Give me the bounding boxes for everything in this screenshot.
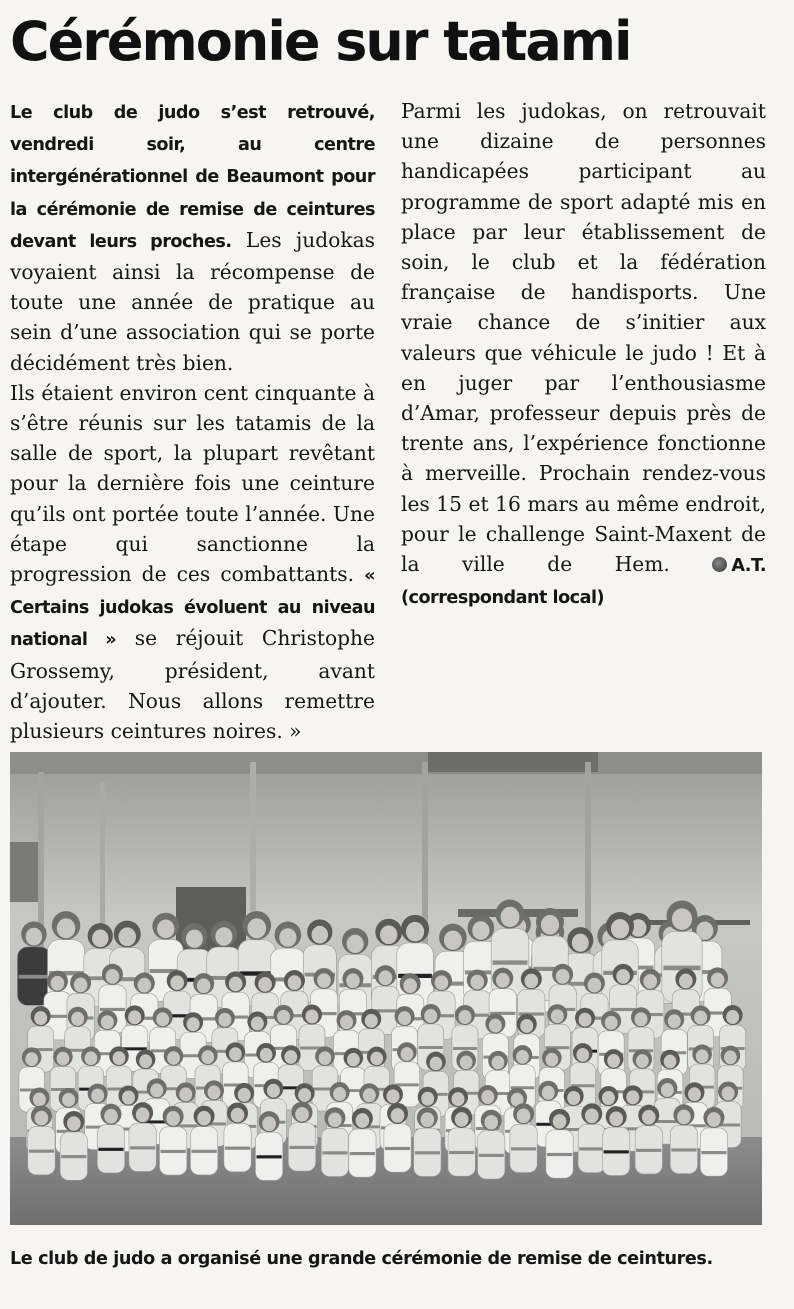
judoka-figure [635, 1105, 662, 1174]
judoka-figure [159, 1106, 186, 1175]
judoka-figure [578, 1103, 605, 1172]
paragraph-2-text: Ils étaient environ cent cinquante à s’être réunis sur les tatamis de la salle de sport, la plupart revêtant pour la dernière fois une ceinture qu’ils ont portée toute l’année. Une étape qui sanctionne la progression de ces combattants. [10, 380, 375, 587]
paragraph-2 [10, 378, 375, 746]
group-photo-image [10, 752, 762, 1225]
judoka-figure [478, 1110, 505, 1179]
photo-caption: Le club de judo a organisé une grande cérémonie de remise de ceintures. [10, 1249, 713, 1269]
judoka-figure [349, 1108, 376, 1177]
president-quote: « Certains judokas évoluent au niveau national » [10, 566, 375, 651]
article-column-left [10, 96, 375, 746]
article-body [10, 96, 766, 746]
judoka-figure [97, 1104, 124, 1173]
paragraph-3-text: Parmi les judokas, on retrouvait une dizaine de personnes handicapées participant au programme de sport adapté mis en place par leur établissement de soin, le club et la fédération française de handisports. Une vraie chance de s’initier aux valeurs que véhicule le judo ! Et à en juger par l’enthousiasme d’Amar, professeur depuis près de trente ans, l’expérience fonctionne à merveille. Prochain rendez-vous les 15 et 16 mars au même endroit, pour le challenge Saint-Maxent de la ville de Hem. [401, 99, 766, 577]
bullet-icon [712, 557, 727, 572]
judoka-figure [255, 1111, 282, 1180]
judoka-figure [546, 1109, 573, 1178]
article-headline: Cérémonie sur tatami [10, 10, 631, 73]
judoka-figure [321, 1107, 348, 1176]
paragraph-3 [401, 96, 766, 613]
paragraph-2-end: se réjouit Christophe Grossemy, président, avant d’ajouter. Nous allons remettre plusieurs ceintures noires. » [10, 626, 375, 744]
article-lead: Le club de judo s’est retrouvé, vendredi soir, au centre intergénérationnel de Beaumont pour la cérémonie de remise de ceintures devant leurs proches. [10, 103, 375, 252]
judoka-figure [700, 1107, 727, 1176]
judoka-figure [288, 1102, 315, 1171]
judoka-figure [670, 1104, 697, 1173]
judoka-figure [510, 1103, 537, 1172]
judoka-figure [60, 1111, 87, 1180]
judoka-figure [384, 1103, 411, 1172]
judoka-figure [312, 1046, 337, 1111]
judoka-figure [224, 1102, 251, 1171]
judoka-figure [603, 1106, 630, 1175]
judoka-figure [397, 915, 433, 1008]
judoka-figure [414, 1107, 441, 1176]
judoka-figure [129, 1102, 156, 1171]
group-photo [10, 752, 762, 1225]
article-column-right [401, 96, 766, 746]
paragraph-1-text: Les judokas voyaient ainsi la récompense de toute une année de pratique au sein d’une association qui se porte décidément très bien. [10, 227, 376, 375]
judoka-figure [448, 1107, 475, 1176]
judoka-figure [28, 1105, 55, 1174]
judoka-figure [190, 1106, 217, 1175]
article-signature: A.T. (correspondant local) [401, 556, 766, 609]
paragraph-1 [10, 96, 375, 378]
judoka-figure [17, 921, 50, 1005]
